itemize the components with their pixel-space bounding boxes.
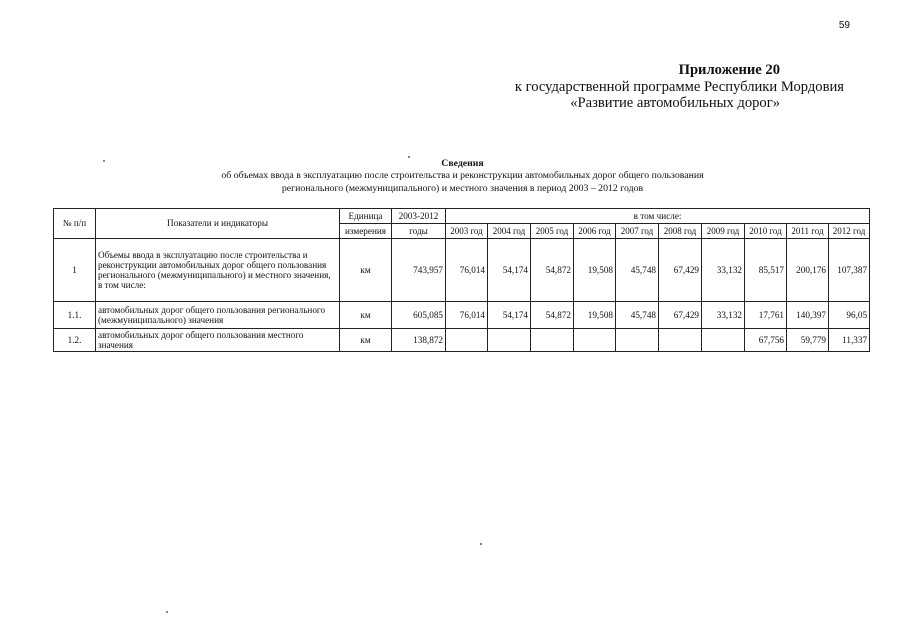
header-num: № п/п [54,209,96,239]
row-value: 67,429 [659,302,702,329]
row-value: 54,174 [488,239,531,302]
row-value: 67,429 [659,239,702,302]
row-value: 45,748 [616,239,659,302]
row-value: 140,397 [787,302,829,329]
row-value: 107,387 [829,239,870,302]
heading-line: об объемах ввода в эксплуатацию после строительства и реконструкции автомобильных дорог общего пользования [221,170,704,182]
row-num: 1.2. [54,329,96,352]
page-number: 59 [838,20,850,31]
header-year: 2010 год [745,224,787,239]
heading-line: регионального (межмуниципального) и местного значения в период 2003 – 2012 годов [281,182,644,194]
row-value: 96,05 [829,302,870,329]
header-year: 2005 год [531,224,574,239]
row-unit: км [340,239,392,302]
scan-speck [480,543,482,545]
row-value: 19,508 [574,239,616,302]
row-value: 59,779 [787,329,829,352]
row-unit: км [340,329,392,352]
header-year: 2003 год [446,224,488,239]
row-indicator: автомобильных дорог общего пользования регионального (межмуниципального) значения [96,302,340,329]
appendix-header [440,62,844,112]
row-total: 743,957 [392,239,446,302]
scan-speck [408,156,410,158]
row-unit: км [340,302,392,329]
appendix-subtitle-line: «Развитие автомобильных дорог» [570,95,780,111]
table-row [54,329,870,352]
row-total: 138,872 [392,329,446,352]
header-total: 2003-2012 [392,209,446,224]
row-value: 54,174 [488,302,531,329]
row-num: 1.1. [54,302,96,329]
row-value [574,329,616,352]
row-indicator: Объемы ввода в эксплуатацию после строительства и реконструкции автомобильных дорог общего пользования регионального (межмуниципального) и местного значения, в том числе: [96,239,340,302]
header-year: 2011 год [787,224,829,239]
row-value: 33,132 [702,239,745,302]
row-value: 33,132 [702,302,745,329]
row-value [488,329,531,352]
row-num: 1 [54,239,96,302]
header-unit: измерения [340,224,392,239]
table-header-row [54,209,870,224]
table-row [54,302,870,329]
header-year: 2008 год [659,224,702,239]
row-total: 605,085 [392,302,446,329]
row-value: 67,756 [745,329,787,352]
row-value: 54,872 [531,239,574,302]
appendix-title: Приложение 20 [678,62,780,78]
row-value: 85,517 [745,239,787,302]
header-year: 2004 год [488,224,531,239]
row-value: 200,176 [787,239,829,302]
row-value: 76,014 [446,302,488,329]
scan-speck [166,611,168,613]
row-value: 54,872 [531,302,574,329]
row-value: 45,748 [616,302,659,329]
row-value [446,329,488,352]
header-year: 2006 год [574,224,616,239]
row-value [702,329,745,352]
scan-speck [103,160,105,162]
header-year: 2007 год [616,224,659,239]
row-value: 19,508 [574,302,616,329]
row-value: 17,761 [745,302,787,329]
row-value [659,329,702,352]
header-unit: Единица [340,209,392,224]
header-year: 2012 год [829,224,870,239]
header-year: 2009 год [702,224,745,239]
row-value [616,329,659,352]
row-value [531,329,574,352]
heading-title: Сведения [441,158,484,169]
data-table [53,208,870,352]
row-indicator: автомобильных дорог общего пользования местного значения [96,329,340,352]
appendix-subtitle-line: к государственной программе Республики Мордовия [514,78,844,95]
header-total: годы [392,224,446,239]
row-value: 11,337 [829,329,870,352]
header-indicator: Показатели и индикаторы [96,209,340,239]
row-value: 76,014 [446,239,488,302]
table-row [54,239,870,302]
document-heading [150,158,775,195]
header-including: в том числе: [446,209,870,224]
